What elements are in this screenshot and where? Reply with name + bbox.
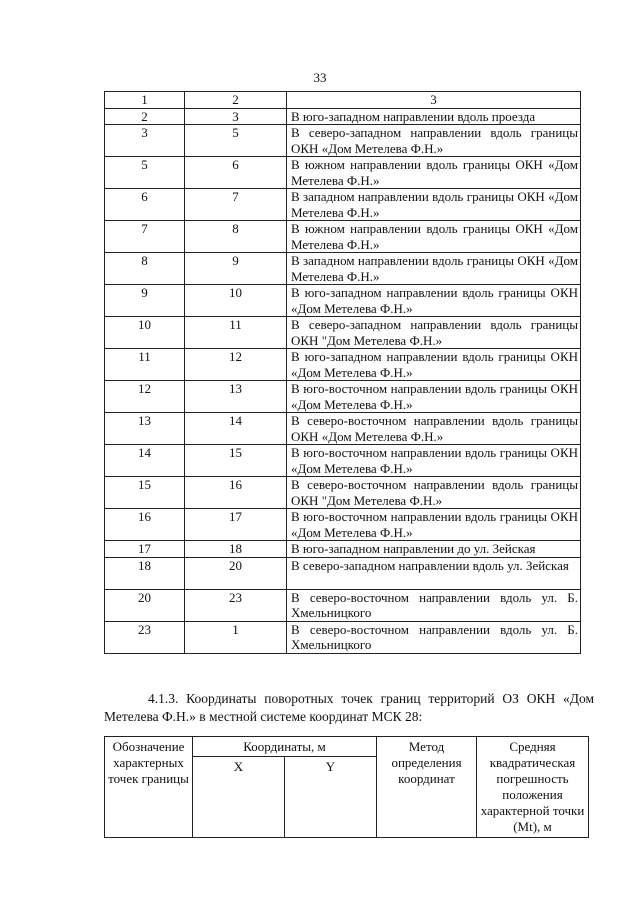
direction-cell: В северо-восточном направлении вдоль границы ОКН "Дом Метелева Ф.Н.» (287, 477, 581, 509)
direction-cell: В южном направлении вдоль границы ОКН «Дом Метелева Ф.Н.» (287, 221, 581, 253)
from-point-cell: 15 (105, 477, 185, 509)
x-header: X (193, 757, 285, 838)
direction-cell: В юго-западном направлении до ул. Зейская (287, 541, 581, 558)
y-header: Y (285, 757, 377, 838)
header-cell: 1 (105, 92, 185, 109)
direction-cell: В северо-западном направлении вдоль ул. Зейская (287, 557, 581, 589)
to-point-cell: 6 (185, 157, 287, 189)
table-row (105, 541, 581, 558)
table-row (105, 349, 581, 381)
direction-cell: В северо-восточном направлении вдоль границы ОКН «Дом Метелева Ф.Н.» (287, 413, 581, 445)
coordinates-table (104, 736, 589, 838)
from-point-cell: 23 (105, 621, 185, 653)
table-row (105, 413, 581, 445)
direction-cell: В юго-западном направлении вдоль границы ОКН «Дом Метелева Ф.Н.» (287, 349, 581, 381)
direction-cell: В северо-западном направлении вдоль границы ОКН "Дом Метелева Ф.Н.» (287, 317, 581, 349)
table-row (105, 445, 581, 477)
to-point-cell: 11 (185, 317, 287, 349)
from-point-cell: 14 (105, 445, 185, 477)
to-point-cell: 12 (185, 349, 287, 381)
table-row (105, 557, 581, 589)
from-point-cell: 13 (105, 413, 185, 445)
table-row (105, 477, 581, 509)
to-point-cell: 18 (185, 541, 287, 558)
from-point-cell: 20 (105, 589, 185, 621)
from-point-cell: 7 (105, 221, 185, 253)
table-row (105, 108, 581, 125)
to-point-cell: 8 (185, 221, 287, 253)
direction-cell: В северо-западном направлении вдоль границы ОКН «Дом Метелева Ф.Н.» (287, 125, 581, 157)
boundary-description-table (104, 91, 581, 654)
method-header: Метод определения координат (377, 737, 477, 838)
from-point-cell: 3 (105, 125, 185, 157)
direction-cell: В западном направлении вдоль границы ОКН «Дом Метелева Ф.Н.» (287, 253, 581, 285)
to-point-cell: 5 (185, 125, 287, 157)
direction-cell: В южном направлении вдоль границы ОКН «Дом Метелева Ф.Н.» (287, 157, 581, 189)
direction-cell: В северо-восточном направлении вдоль ул. Б. Хмельницкого (287, 589, 581, 621)
to-point-cell: 23 (185, 589, 287, 621)
table-row (105, 221, 581, 253)
designation-header: Обозначение характерных точек границы (105, 737, 193, 838)
direction-cell: В юго-западном направлении вдоль границы ОКН «Дом Метелева Ф.Н.» (287, 285, 581, 317)
table-row (105, 157, 581, 189)
table-row (105, 317, 581, 349)
table-row (105, 253, 581, 285)
table-row (105, 285, 581, 317)
to-point-cell: 17 (185, 509, 287, 541)
to-point-cell: 9 (185, 253, 287, 285)
from-point-cell: 9 (105, 285, 185, 317)
direction-cell: В юго-восточном направлении вдоль границы ОКН «Дом Метелева Ф.Н.» (287, 381, 581, 413)
direction-cell: В юго-восточном направлении вдоль границы ОКН «Дом Метелева Ф.Н.» (287, 509, 581, 541)
from-point-cell: 2 (105, 108, 185, 125)
direction-cell: В северо-восточном направлении вдоль ул. Б. Хмельницкого (287, 621, 581, 653)
page-number: 33 (313, 70, 327, 85)
from-point-cell: 11 (105, 349, 185, 381)
to-point-cell: 10 (185, 285, 287, 317)
from-point-cell: 16 (105, 509, 185, 541)
coordinates-header: Координаты, м (193, 737, 377, 757)
from-point-cell: 18 (105, 557, 185, 589)
from-point-cell: 8 (105, 253, 185, 285)
to-point-cell: 15 (185, 445, 287, 477)
from-point-cell: 6 (105, 189, 185, 221)
table-row (105, 381, 581, 413)
to-point-cell: 14 (185, 413, 287, 445)
from-point-cell: 12 (105, 381, 185, 413)
direction-cell: В юго-западном направлении вдоль проезда (287, 108, 581, 125)
table-row (105, 589, 581, 621)
from-point-cell: 17 (105, 541, 185, 558)
error-header: Средняя квадратическая погрешность положения характерной точки (Mt), м (477, 737, 589, 838)
to-point-cell: 13 (185, 381, 287, 413)
direction-cell: В западном направлении вдоль границы ОКН «Дом Метелева Ф.Н.» (287, 189, 581, 221)
direction-cell: В юго-восточном направлении вдоль границы ОКН «Дом Метелева Ф.Н.» (287, 445, 581, 477)
to-point-cell: 16 (185, 477, 287, 509)
table-header-row (105, 92, 581, 109)
table-row (105, 509, 581, 541)
table-header-row (105, 737, 589, 757)
header-cell: 2 (185, 92, 287, 109)
from-point-cell: 5 (105, 157, 185, 189)
table-row (105, 189, 581, 221)
to-point-cell: 20 (185, 557, 287, 589)
from-point-cell: 10 (105, 317, 185, 349)
header-cell: 3 (287, 92, 581, 109)
to-point-cell: 7 (185, 189, 287, 221)
section-paragraph: 4.1.3. Координаты поворотных точек границ территорий ОЗ ОКН «Дом Метелева Ф.Н.» в местной системе координат МСК 28: (104, 691, 594, 724)
table-row (105, 125, 581, 157)
to-point-cell: 3 (185, 108, 287, 125)
table-row (105, 621, 581, 653)
to-point-cell: 1 (185, 621, 287, 653)
